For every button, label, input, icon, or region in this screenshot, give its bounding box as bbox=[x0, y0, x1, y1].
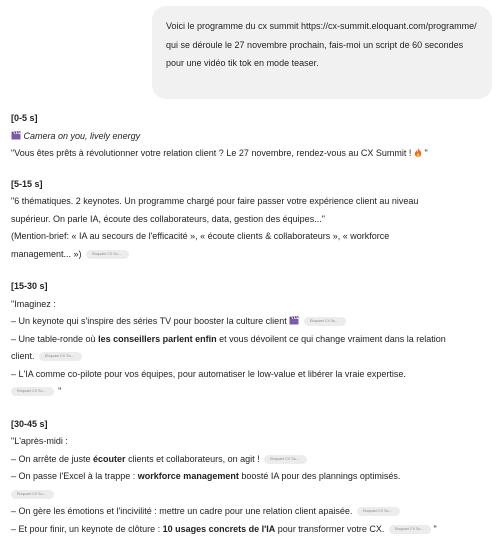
source-chip[interactable]: Eloquant CX Su... bbox=[86, 250, 129, 259]
script-line: "Imaginez : bbox=[11, 296, 500, 314]
source-chip[interactable]: Eloquant CX Su... bbox=[304, 317, 347, 326]
source-chip[interactable]: Eloquant CX Su... bbox=[357, 507, 400, 516]
script-line: management... ») Eloquant CX Su... bbox=[11, 246, 500, 264]
clapperboard-icon bbox=[289, 316, 299, 325]
source-chip[interactable]: Eloquant CX Su... bbox=[264, 455, 307, 464]
section-heading: [15-30 s] bbox=[11, 278, 500, 296]
script-line: supérieur. On parle IA, écoute des collaborateurs, data, gestion des équipes..." bbox=[11, 211, 500, 229]
script-line: – On passe l'Excel à la trappe : workforce management boosté IA pour des plannings optimisés. bbox=[11, 468, 500, 486]
script-line: – On gère les émotions et l'incivilité : mettre un cadre pour une relation client apaisée. Eloquant CX Su... bbox=[11, 503, 500, 521]
clapperboard-icon bbox=[11, 131, 21, 140]
script-line: "Vous êtes prêts à révolutionner votre relation client ? Le 27 novembre, rendez-vous au CX Summit ! " bbox=[11, 145, 500, 163]
script-line: client. Eloquant CX Su... bbox=[11, 348, 500, 366]
stage-direction bbox=[11, 128, 500, 146]
source-chip[interactable]: Eloquant CX Su... bbox=[389, 525, 432, 534]
fire-icon bbox=[414, 148, 422, 157]
script-line: "L'après-midi : bbox=[11, 433, 500, 451]
script-line bbox=[11, 486, 500, 504]
section-heading: [0-5 s] bbox=[11, 110, 500, 128]
script-line: – Une table-ronde où les conseillers parlent enfin et vous dévoilent ce qui change vraiment dans la relation bbox=[11, 331, 500, 349]
source-chip[interactable]: Eloquant CX Su... bbox=[11, 387, 54, 396]
section-heading: [30-45 s] bbox=[11, 416, 500, 434]
script-line: "6 thématiques. 2 keynotes. Un programme chargé pour faire passer votre expérience client au niveau bbox=[11, 193, 500, 211]
script-line: (Mention-brief: « IA au secours de l'efficacité », « écoute clients & collaborateurs », « workforce bbox=[11, 228, 500, 246]
script-line: – Un keynote qui s'inspire des séries TV pour booster la culture client Eloquant CX Su... bbox=[11, 313, 500, 331]
source-chip[interactable]: Eloquant CX Su... bbox=[39, 352, 82, 361]
script-line: Eloquant CX Su... " bbox=[11, 383, 500, 401]
section-heading: [5-15 s] bbox=[11, 176, 500, 194]
user-message-bubble bbox=[152, 6, 492, 99]
script-line: – On arrête de juste écouter clients et collaborateurs, on agit ! Eloquant CX Su... bbox=[11, 451, 500, 469]
user-message-text: Voici le programme du cx summit https://cx-summit.eloquant.com/programme/ qui se déroule le 27 novembre prochain, fais-moi un script de 60 secondes pour une vidéo tik tok en mode teaser. bbox=[166, 21, 477, 68]
script-line: – Et pour finir, un keynote de clôture : 10 usages concrets de l'IA pour transformer votre CX. Eloquant CX Su... " bbox=[11, 521, 500, 538]
script-line: – L'IA comme co-pilote pour vos équipes, pour automatiser le low-value et libérer la vraie expertise. bbox=[11, 366, 500, 384]
source-chip[interactable]: Eloquant CX Su... bbox=[11, 490, 54, 499]
assistant-response bbox=[11, 110, 500, 538]
stage-direction-text: Camera on you, lively energy bbox=[24, 131, 141, 141]
